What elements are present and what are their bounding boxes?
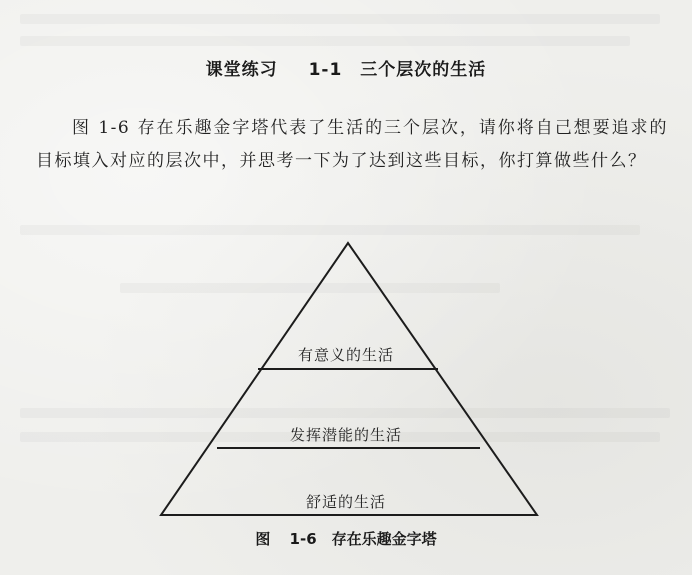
exercise-title: 课堂练习 1-1 三个层次的生活 — [205, 60, 487, 80]
pyramid-outline — [161, 243, 537, 515]
figure-caption: 图 1-6 存在乐趣金字塔 — [255, 530, 437, 548]
pyramid-level-meaningful-life: 有意义的生活 — [297, 346, 394, 364]
pyramid-level-comfortable-life: 舒适的生活 — [305, 493, 386, 511]
exercise-instruction: 图 1-6 存在乐趣金字塔代表了生活的三个层次，请你将自己想要追求的目标填入对应的层次中，并思考一下为了达到这些目标，你打算做些什么？ — [36, 118, 668, 171]
pyramid-level-potential-life: 发挥潜能的生活 — [289, 426, 402, 444]
